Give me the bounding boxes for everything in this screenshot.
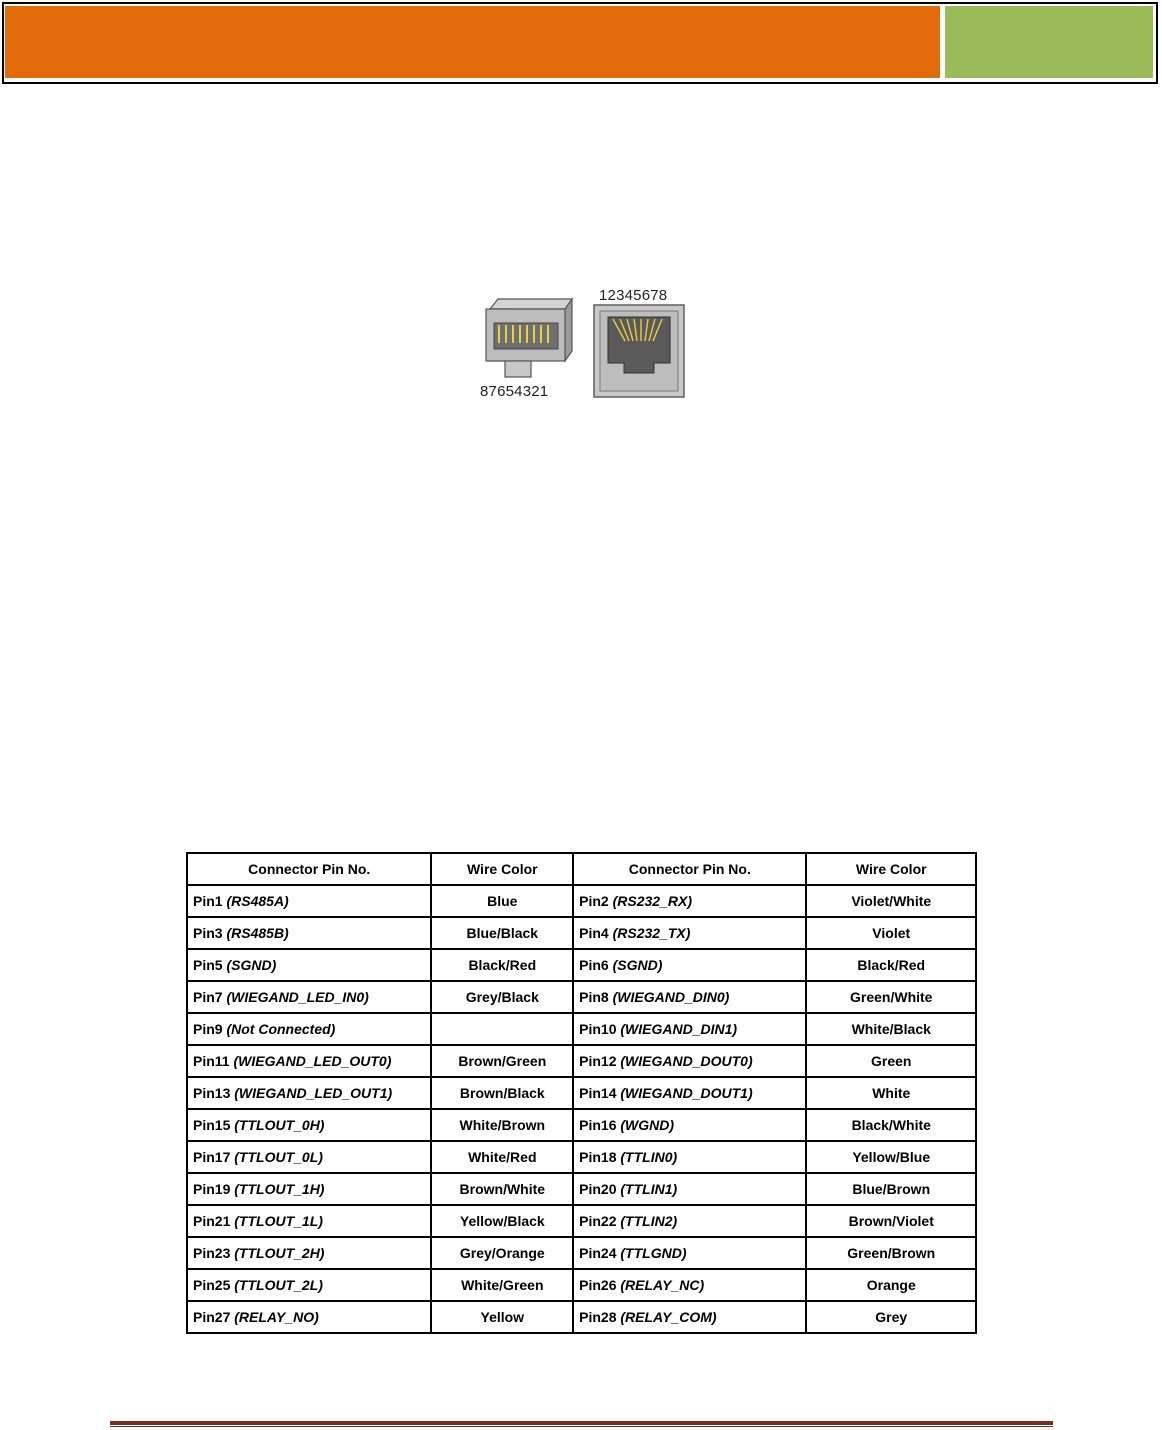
- pin-signal: (WIEGAND_LED_OUT1): [234, 1085, 393, 1101]
- pin-number: Pin12: [579, 1053, 617, 1069]
- pin-number: Pin20: [579, 1181, 617, 1197]
- table-body: [187, 885, 976, 1333]
- pin-number: Pin6: [579, 957, 609, 973]
- pin-signal: (RS485B): [226, 925, 289, 941]
- pin-number: Pin19: [193, 1181, 231, 1197]
- table-row: [187, 981, 976, 1013]
- footer-rule: [110, 1421, 1053, 1425]
- wire-color-cell-a: [431, 1013, 573, 1045]
- pin-number: Pin28: [579, 1309, 617, 1325]
- pin-number: Pin25: [193, 1277, 231, 1293]
- pin-cell-a: [187, 981, 431, 1013]
- pin-number: Pin18: [579, 1149, 617, 1165]
- pin-number: Pin24: [579, 1245, 617, 1261]
- table-row: [187, 1237, 976, 1269]
- pin-number: Pin3: [193, 925, 223, 941]
- wire-color-cell-b: White/Black: [806, 1013, 976, 1045]
- plug-pin-order-label: 87654321: [480, 383, 549, 400]
- pin-signal: (TTLGND): [620, 1245, 687, 1261]
- wire-color-cell-b: Green: [806, 1045, 976, 1077]
- pin-number: Pin10: [579, 1021, 617, 1037]
- wire-color-cell-a: Yellow/Black: [431, 1205, 573, 1237]
- pin-cell-b: [573, 1205, 806, 1237]
- table-row: [187, 1173, 976, 1205]
- pin-number: Pin23: [193, 1245, 231, 1261]
- table-row: [187, 885, 976, 917]
- pin-number: Pin14: [579, 1085, 617, 1101]
- pin-signal: (TTLOUT_0L): [234, 1149, 323, 1165]
- pin-cell-a: [187, 1301, 431, 1333]
- wire-color-cell-a: White/Brown: [431, 1109, 573, 1141]
- pin-cell-a: [187, 1269, 431, 1301]
- col-header-pin-a: Connector Pin No.: [187, 853, 431, 885]
- pin-cell-a: [187, 885, 431, 917]
- pin-cell-b: [573, 1269, 806, 1301]
- wire-color-cell-a: White/Green: [431, 1269, 573, 1301]
- wire-color-cell-a: White/Red: [431, 1141, 573, 1173]
- pin-signal: (TTLOUT_2H): [234, 1245, 325, 1261]
- rj45-plug-icon: [486, 299, 572, 377]
- connector-pin-table: [186, 852, 977, 1334]
- pin-cell-b: [573, 1045, 806, 1077]
- pin-signal: (WIEGAND_LED_IN0): [226, 989, 369, 1005]
- pin-number: Pin16: [579, 1117, 617, 1133]
- pin-number: Pin1: [193, 893, 223, 909]
- pin-signal: (TTLOUT_0H): [234, 1117, 325, 1133]
- table-row: [187, 1205, 976, 1237]
- pin-number: Pin5: [193, 957, 223, 973]
- pin-number: Pin17: [193, 1149, 231, 1165]
- table-row: [187, 1045, 976, 1077]
- pin-number: Pin26: [579, 1277, 617, 1293]
- pin-signal: (RS232_RX): [612, 893, 692, 909]
- wire-color-cell-a: Brown/Green: [431, 1045, 573, 1077]
- wire-color-cell-b: Black/Red: [806, 949, 976, 981]
- pin-signal: (TTLIN2): [620, 1213, 678, 1229]
- wire-color-cell-b: Grey: [806, 1301, 976, 1333]
- pin-number: Pin22: [579, 1213, 617, 1229]
- pin-signal: (RELAY_NO): [234, 1309, 319, 1325]
- pin-signal: (SGND): [226, 957, 277, 973]
- col-header-pin-b: Connector Pin No.: [573, 853, 806, 885]
- wire-color-cell-a: Yellow: [431, 1301, 573, 1333]
- wire-color-cell-a: Grey/Orange: [431, 1237, 573, 1269]
- pin-signal: (WIEGAND_DOUT1): [620, 1085, 753, 1101]
- pin-signal: (WIEGAND_DIN1): [620, 1021, 738, 1037]
- wire-color-cell-a: Grey/Black: [431, 981, 573, 1013]
- wire-color-cell-a: Black/Red: [431, 949, 573, 981]
- pin-cell-a: [187, 917, 431, 949]
- table-header-row: [187, 853, 976, 885]
- pin-cell-b: [573, 1237, 806, 1269]
- rj45-jack-icon: [594, 305, 684, 397]
- table-row: [187, 1269, 976, 1301]
- pin-cell-a: [187, 949, 431, 981]
- wire-color-cell-a: Blue: [431, 885, 573, 917]
- pin-number: Pin8: [579, 989, 609, 1005]
- col-header-color-b: Wire Color: [806, 853, 976, 885]
- pin-number: Pin15: [193, 1117, 231, 1133]
- wire-color-cell-b: Blue/Brown: [806, 1173, 976, 1205]
- footer-rule-thin: [110, 1426, 1053, 1427]
- pin-signal: (TTLOUT_1H): [234, 1181, 325, 1197]
- pin-signal: (TTLIN1): [620, 1181, 678, 1197]
- wire-color-cell-b: Black/White: [806, 1109, 976, 1141]
- table-row: [187, 1141, 976, 1173]
- pin-number: Pin9: [193, 1021, 223, 1037]
- table-row: [187, 1013, 976, 1045]
- wire-color-cell-b: Yellow/Blue: [806, 1141, 976, 1173]
- rj45-connector-figure: [470, 285, 690, 403]
- pin-signal: (RS485A): [226, 893, 289, 909]
- pin-cell-b: [573, 917, 806, 949]
- pin-signal: (RS232_TX): [612, 925, 691, 941]
- wire-color-cell-b: White: [806, 1077, 976, 1109]
- pin-number: Pin4: [579, 925, 609, 941]
- wire-color-cell-a: Brown/Black: [431, 1077, 573, 1109]
- pin-cell-b: [573, 1109, 806, 1141]
- pin-signal: (WIEGAND_DOUT0): [620, 1053, 753, 1069]
- wire-color-cell-b: Violet: [806, 917, 976, 949]
- wire-color-cell-b: Orange: [806, 1269, 976, 1301]
- pin-number: Pin27: [193, 1309, 231, 1325]
- wire-color-cell-b: Green/White: [806, 981, 976, 1013]
- pin-signal: (WIEGAND_LED_OUT0): [233, 1053, 392, 1069]
- pin-signal: (TTLOUT_1L): [234, 1213, 323, 1229]
- pin-cell-b: [573, 1301, 806, 1333]
- pin-cell-b: [573, 1013, 806, 1045]
- pin-number: Pin11: [193, 1053, 230, 1069]
- wire-color-cell-a: Blue/Black: [431, 917, 573, 949]
- pin-number: Pin13: [193, 1085, 231, 1101]
- pin-cell-a: [187, 1109, 431, 1141]
- pin-cell-b: [573, 1173, 806, 1205]
- pin-cell-b: [573, 885, 806, 917]
- wire-color-cell-b: Brown/Violet: [806, 1205, 976, 1237]
- pin-signal: (WIEGAND_DIN0): [612, 989, 730, 1005]
- pin-cell-b: [573, 1141, 806, 1173]
- wire-color-cell-a: Brown/White: [431, 1173, 573, 1205]
- pin-cell-a: [187, 1013, 431, 1045]
- col-header-color-a: Wire Color: [431, 853, 573, 885]
- pin-cell-b: [573, 981, 806, 1013]
- pin-cell-b: [573, 1077, 806, 1109]
- pin-signal: (TTLIN0): [620, 1149, 678, 1165]
- table-row: [187, 1109, 976, 1141]
- table-row: [187, 1077, 976, 1109]
- pin-cell-a: [187, 1173, 431, 1205]
- pin-cell-a: [187, 1045, 431, 1077]
- table-row: [187, 1301, 976, 1333]
- pin-signal: (Not Connected): [226, 1021, 336, 1037]
- header-green-band: [945, 6, 1153, 78]
- pin-cell-a: [187, 1141, 431, 1173]
- header-orange-band: [5, 6, 940, 78]
- wire-color-cell-b: Green/Brown: [806, 1237, 976, 1269]
- table-row: [187, 917, 976, 949]
- pin-signal: (RELAY_NC): [620, 1277, 705, 1293]
- wire-color-cell-b: Violet/White: [806, 885, 976, 917]
- pin-signal: (WGND): [620, 1117, 675, 1133]
- pin-signal: (TTLOUT_2L): [234, 1277, 323, 1293]
- jack-pin-order-label: 12345678: [599, 287, 668, 304]
- table-row: [187, 949, 976, 981]
- pin-cell-a: [187, 1237, 431, 1269]
- pin-number: Pin7: [193, 989, 223, 1005]
- pin-cell-a: [187, 1205, 431, 1237]
- pin-number: Pin2: [579, 893, 609, 909]
- pin-number: Pin21: [193, 1213, 231, 1229]
- pin-signal: (RELAY_COM): [620, 1309, 717, 1325]
- pin-cell-b: [573, 949, 806, 981]
- pin-signal: (SGND): [612, 957, 663, 973]
- pin-cell-a: [187, 1077, 431, 1109]
